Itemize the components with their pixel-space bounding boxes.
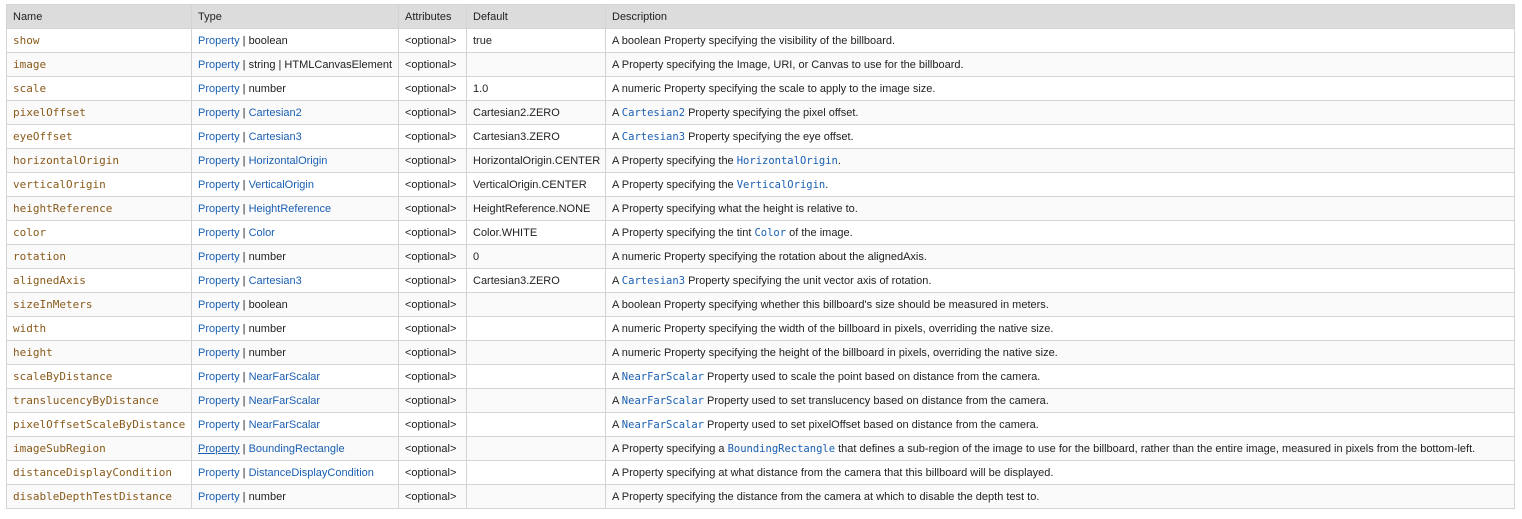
description-type-link[interactable]: Cartesian3 [621,274,686,287]
type-primitive: boolean [248,34,288,47]
type-property-link[interactable]: Property [198,298,240,311]
param-attributes: <optional> [399,77,467,101]
param-description [606,437,1515,461]
header-description: Description [606,5,1515,29]
param-name: height [7,341,192,365]
type-class-link[interactable]: NearFarScalar [248,370,321,383]
param-name: width [7,317,192,341]
param-type: Property | Cartesian3 [192,125,399,149]
type-property-link[interactable]: Property [198,202,240,215]
description-type-link[interactable]: Cartesian2 [621,106,686,119]
param-default [467,389,606,413]
param-attributes: <optional> [399,461,467,485]
type-class-link[interactable]: VerticalOrigin [248,178,314,191]
parameters-table [6,4,1515,509]
description-text: A [612,394,622,407]
param-attributes: <optional> [399,317,467,341]
param-attributes: <optional> [399,485,467,509]
type-primitive: number [248,250,286,263]
param-attributes: <optional> [399,29,467,53]
type-property-link[interactable]: Property [198,394,240,407]
type-property-link[interactable]: Property [198,178,240,191]
description-text: A numeric Property specifying the rotation about the alignedAxis. [612,250,927,263]
table-row [7,389,1515,413]
type-property-link[interactable]: Property [198,322,240,335]
param-type: Property | Color [192,221,399,245]
param-type: Property | Cartesian3 [192,269,399,293]
type-property-link[interactable]: Property [198,58,240,71]
param-attributes: <optional> [399,149,467,173]
param-name: sizeInMeters [7,293,192,317]
param-attributes: <optional> [399,221,467,245]
param-attributes: <optional> [399,437,467,461]
type-property-link[interactable]: Property [198,82,240,95]
param-attributes: <optional> [399,413,467,437]
param-type: Property | number [192,77,399,101]
param-name: scale [7,77,192,101]
param-default: 0 [467,245,606,269]
param-default [467,53,606,77]
param-attributes: <optional> [399,269,467,293]
param-attributes: <optional> [399,125,467,149]
type-property-link[interactable]: Property [198,442,240,455]
description-type-link[interactable]: NearFarScalar [621,418,704,431]
table-row [7,101,1515,125]
param-name: horizontalOrigin [7,149,192,173]
description-type-link[interactable]: Cartesian3 [621,130,686,143]
param-type: Property | number [192,245,399,269]
type-property-link[interactable]: Property [198,250,240,263]
type-class-link[interactable]: HorizontalOrigin [248,154,328,167]
param-default [467,413,606,437]
param-description [606,197,1515,221]
type-property-link[interactable]: Property [198,346,240,359]
type-property-link[interactable]: Property [198,490,240,503]
description-text: A [612,370,622,383]
param-name: alignedAxis [7,269,192,293]
table-row [7,173,1515,197]
param-default: Color.WHITE [467,221,606,245]
description-text: A Property specifying at what distance from the camera that this billboard will be displayed. [612,466,1054,479]
type-property-link[interactable]: Property [198,226,240,239]
description-text-suffix: . [825,178,829,191]
param-description [606,101,1515,125]
param-name: distanceDisplayCondition [7,461,192,485]
param-name: rotation [7,245,192,269]
description-text: A numeric Property specifying the scale to apply to the image size. [612,82,936,95]
type-primitive: number [248,346,286,359]
param-description [606,413,1515,437]
param-description [606,221,1515,245]
description-type-link[interactable]: BoundingRectangle [727,442,836,455]
description-text: A Property specifying the distance from the camera at which to disable the depth test to. [612,490,1040,503]
description-text: A [612,418,622,431]
param-description [606,293,1515,317]
type-property-link[interactable]: Property [198,370,240,383]
type-primitive: number [248,82,286,95]
param-description [606,125,1515,149]
param-type: Property | BoundingRectangle [192,437,399,461]
table-row [7,317,1515,341]
param-name: image [7,53,192,77]
param-description [606,173,1515,197]
type-primitive: string | HTMLCanvasElement [248,58,393,71]
table-row [7,77,1515,101]
type-class-link[interactable]: Cartesian3 [248,130,302,143]
type-primitive: boolean [248,298,288,311]
param-type: Property | VerticalOrigin [192,173,399,197]
param-name: heightReference [7,197,192,221]
param-description [606,389,1515,413]
description-type-link[interactable]: NearFarScalar [621,394,704,407]
param-default: VerticalOrigin.CENTER [467,173,606,197]
param-name: scaleByDistance [7,365,192,389]
description-text-suffix: Property specifying the eye offset. [685,130,854,143]
param-attributes: <optional> [399,173,467,197]
param-type: Property | Cartesian2 [192,101,399,125]
param-type: Property | NearFarScalar [192,413,399,437]
description-text: A Property specifying the tint [612,226,755,239]
param-default: Cartesian3.ZERO [467,269,606,293]
description-text: A Property specifying the [612,178,737,191]
table-row [7,221,1515,245]
description-type-link[interactable]: HorizontalOrigin [736,154,838,167]
description-text-suffix: . [837,154,841,167]
description-text: A numeric Property specifying the height of the billboard in pixels, overriding the native size. [612,346,1058,359]
type-property-link[interactable]: Property [198,106,240,119]
table-row [7,413,1515,437]
param-name: show [7,29,192,53]
param-description [606,245,1515,269]
param-type: Property | HorizontalOrigin [192,149,399,173]
table-row [7,53,1515,77]
param-name: pixelOffsetScaleByDistance [7,413,192,437]
description-type-link[interactable]: Color [754,226,787,239]
description-type-link[interactable]: NearFarScalar [621,370,704,383]
param-description [606,29,1515,53]
table-row [7,269,1515,293]
param-attributes: <optional> [399,293,467,317]
type-property-link[interactable]: Property [198,154,240,167]
header-row [7,5,1515,29]
param-description [606,53,1515,77]
table-row [7,293,1515,317]
table-row [7,341,1515,365]
table-row [7,437,1515,461]
param-description [606,365,1515,389]
param-name: disableDepthTestDistance [7,485,192,509]
type-property-link[interactable]: Property [198,466,240,479]
type-class-link[interactable]: HeightReference [248,202,332,215]
type-class-link[interactable]: Color [248,226,275,239]
type-property-link[interactable]: Property [198,130,240,143]
header-type: Type [192,5,399,29]
param-name: pixelOffset [7,101,192,125]
param-name: color [7,221,192,245]
param-name: translucencyByDistance [7,389,192,413]
param-default: Cartesian3.ZERO [467,125,606,149]
param-type: Property | boolean [192,29,399,53]
description-text-suffix: Property used to set pixelOffset based on distance from the camera. [703,418,1039,431]
param-default: 1.0 [467,77,606,101]
param-default [467,341,606,365]
param-default [467,317,606,341]
param-description [606,341,1515,365]
param-attributes: <optional> [399,53,467,77]
param-default: true [467,29,606,53]
param-default [467,365,606,389]
type-class-link[interactable]: Cartesian2 [248,106,302,119]
param-type: Property | number [192,317,399,341]
table-row [7,461,1515,485]
param-name: imageSubRegion [7,437,192,461]
param-type: Property | DistanceDisplayCondition [192,461,399,485]
description-text: A numeric Property specifying the width of the billboard in pixels, overriding the native size. [612,322,1054,335]
table-row [7,125,1515,149]
description-text-suffix: Property specifying the unit vector axis of rotation. [685,274,932,287]
param-default: Cartesian2.ZERO [467,101,606,125]
description-text: A [612,106,622,119]
table-row [7,197,1515,221]
param-default [467,461,606,485]
param-default: HeightReference.NONE [467,197,606,221]
param-attributes: <optional> [399,245,467,269]
header-default: Default [467,5,606,29]
param-description [606,317,1515,341]
param-description [606,485,1515,509]
type-class-link[interactable]: DistanceDisplayCondition [248,466,374,479]
type-class-link[interactable]: BoundingRectangle [248,442,345,455]
param-type: Property | boolean [192,293,399,317]
description-text: A Property specifying a [612,442,728,455]
description-text: A [612,130,622,143]
param-description [606,77,1515,101]
description-text-suffix: Property specifying the pixel offset. [685,106,859,119]
description-text-suffix: that defines a sub-region of the image to use for the billboard, rather than the entire image, measured in pixels from the bottom-left. [835,442,1476,455]
param-default [467,293,606,317]
description-text: A Property specifying the Image, URI, or Canvas to use for the billboard. [612,58,964,71]
param-description [606,461,1515,485]
type-class-link[interactable]: NearFarScalar [248,418,321,431]
type-class-link[interactable]: Cartesian3 [248,274,302,287]
param-type: Property | number [192,485,399,509]
table-row [7,245,1515,269]
param-default [467,485,606,509]
param-type: Property | NearFarScalar [192,389,399,413]
table-row [7,485,1515,509]
param-type: Property | number [192,341,399,365]
description-text-suffix: of the image. [786,226,853,239]
param-type: Property | string | HTMLCanvasElement [192,53,399,77]
type-property-link[interactable]: Property [198,274,240,287]
param-description [606,269,1515,293]
type-primitive: number [248,322,286,335]
param-name: verticalOrigin [7,173,192,197]
param-type: Property | NearFarScalar [192,365,399,389]
param-name: eyeOffset [7,125,192,149]
param-attributes: <optional> [399,365,467,389]
description-type-link[interactable]: VerticalOrigin [736,178,826,191]
param-attributes: <optional> [399,341,467,365]
description-text-suffix: Property used to scale the point based on distance from the camera. [703,370,1041,383]
description-text: A Property specifying the [612,154,737,167]
table-row [7,365,1515,389]
param-attributes: <optional> [399,389,467,413]
param-default [467,437,606,461]
param-type: Property | HeightReference [192,197,399,221]
description-text-suffix: Property used to set translucency based on distance from the camera. [703,394,1049,407]
description-text: A [612,274,622,287]
description-text: A boolean Property specifying the visibility of the billboard. [612,34,896,47]
type-primitive: number [248,490,286,503]
table-row [7,29,1515,53]
description-text: A Property specifying what the height is relative to. [612,202,858,215]
param-default: HorizontalOrigin.CENTER [467,149,606,173]
type-property-link[interactable]: Property [198,418,240,431]
table-row [7,149,1515,173]
header-attributes: Attributes [399,5,467,29]
param-attributes: <optional> [399,101,467,125]
description-text: A boolean Property specifying whether this billboard's size should be measured in meters. [612,298,1049,311]
param-description [606,149,1515,173]
type-property-link[interactable]: Property [198,34,240,47]
param-attributes: <optional> [399,197,467,221]
header-name: Name [7,5,192,29]
type-class-link[interactable]: NearFarScalar [248,394,321,407]
